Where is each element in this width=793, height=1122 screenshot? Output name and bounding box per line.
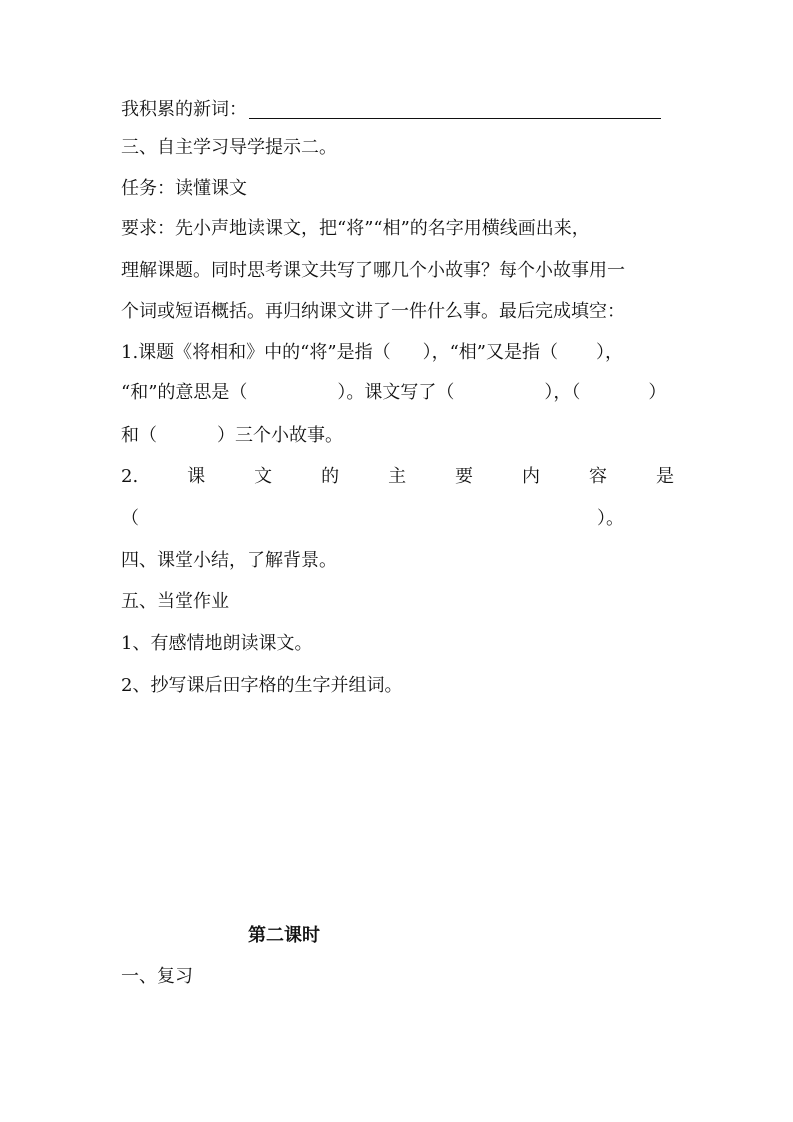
q2-open-paren: （ xyxy=(121,508,139,529)
q2-char: 要 xyxy=(455,466,474,487)
q1-text-b: ），“相”又是指（ xyxy=(422,342,558,363)
question-1-line-3 xyxy=(121,424,343,448)
q2-close-paren: ）。 xyxy=(597,508,624,529)
q2-char: 是 xyxy=(655,466,674,487)
section-5-heading: 五、当堂作业 xyxy=(121,591,229,612)
q1-text-f: ），（ xyxy=(544,382,581,403)
section-4-heading: 四、课堂小结，了解背景。 xyxy=(121,550,337,571)
q1-text-h: 和（ xyxy=(121,425,157,446)
homework-item-2: 2、抄写课后田字格的生字并组词。 xyxy=(121,675,403,696)
q1-text-d: “和”的意思是（ xyxy=(121,382,248,403)
lesson-2-title: 第二课时 xyxy=(248,925,320,946)
new-words-label: 我积累的新词： xyxy=(121,99,247,120)
question-1-line-2 xyxy=(121,381,666,405)
q1-text-a: 1.课题《将相和》中的“将”是指（ xyxy=(121,342,391,363)
q2-char: 课 xyxy=(187,466,206,487)
q1-text-g: ） xyxy=(648,382,667,403)
new-words-blank[interactable] xyxy=(249,100,661,119)
q2-char: 的 xyxy=(321,466,340,487)
new-words-line xyxy=(121,98,661,122)
q1-text-c: ）， xyxy=(595,342,623,363)
q1-text-i: ）三个小故事。 xyxy=(217,425,343,446)
question-1-line-1 xyxy=(121,341,623,365)
homework-item-1: 1、有感情地朗读课文。 xyxy=(121,633,313,654)
requirement-line-1: 要求：先小声地读课文，把“将”“相”的名字用横线画出来， xyxy=(121,218,590,239)
question-2-line-2 xyxy=(121,507,624,531)
question-2-line-1 xyxy=(121,465,674,489)
q2-char: 2. xyxy=(121,466,139,487)
requirement-line-3: 个词或短语概括。再归纳课文讲了一件什么事。最后完成填空： xyxy=(121,301,625,322)
task-line: 任务：读懂课文 xyxy=(121,178,247,199)
requirement-line-2: 理解课题。同时思考课文共写了哪几个小故事？每个小故事用一 xyxy=(121,260,625,281)
q2-char: 主 xyxy=(388,466,407,487)
q2-char: 内 xyxy=(522,466,540,487)
q2-char: 文 xyxy=(254,466,273,487)
q2-char: 容 xyxy=(588,466,607,487)
section-3-heading: 三、自主学习导学提示二。 xyxy=(121,137,337,158)
q1-text-e: ）。课文写了（ xyxy=(337,382,455,403)
review-heading: 一、复习 xyxy=(121,966,193,987)
